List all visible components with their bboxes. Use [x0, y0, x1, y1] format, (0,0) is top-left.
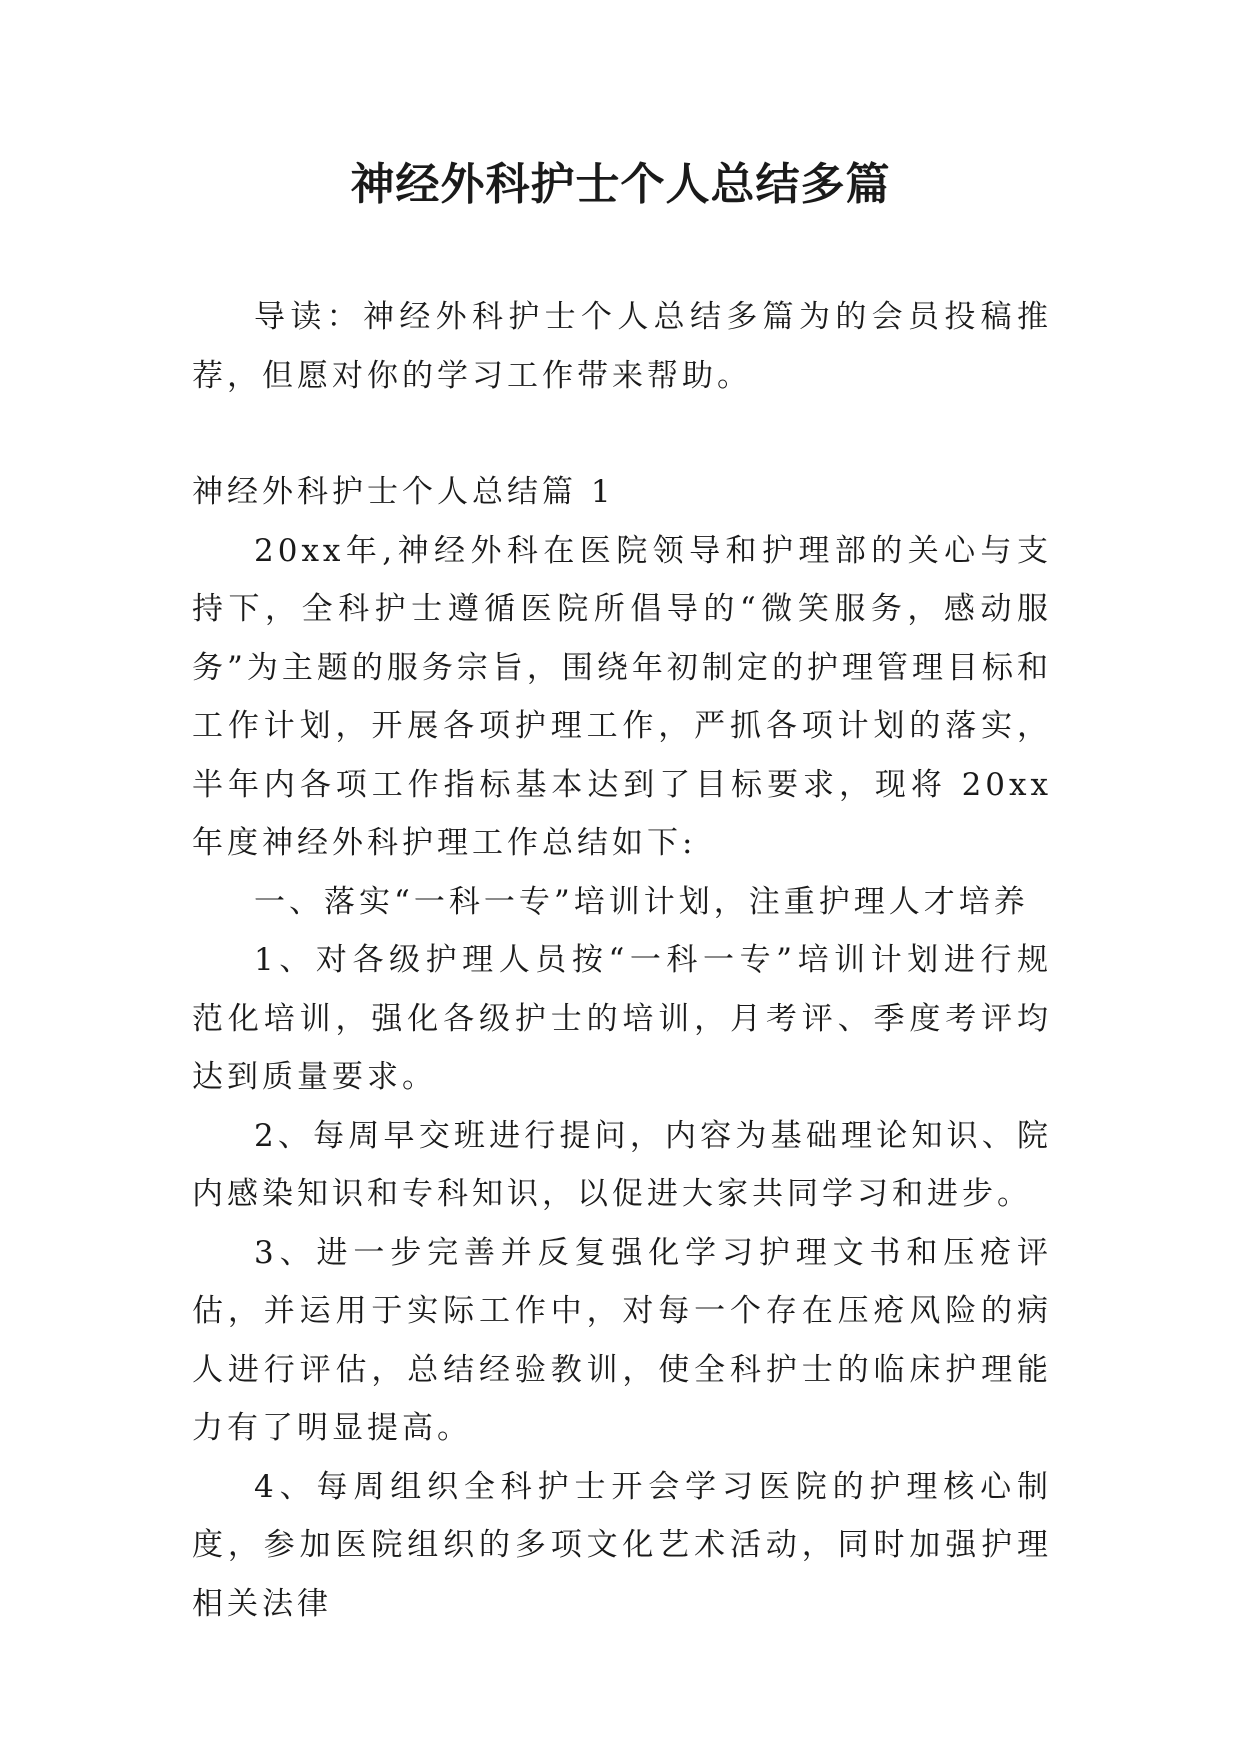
section-heading: 神经外科护士个人总结篇 1: [192, 474, 615, 510]
subsection-heading: 一、落实“一科一专”培训计划，注重护理人才培养: [254, 883, 1029, 920]
document-content: [192, 463, 1052, 1633]
body-paragraph: 1、对各级护理人员按“一科一专”培训计划进行规范化培训，强化各级护士的培训，月考评、季度考评均达到质量要求。: [192, 942, 1052, 1095]
document-title: 神经外科护士个人总结多篇: [350, 159, 891, 210]
body-paragraph: 2、每周早交班进行提问，内容为基础理论知识、院内感染知识和专科知识，以促进大家共同学习和进步。: [192, 1117, 1052, 1212]
body-paragraph: 3、进一步完善并反复强化学习护理文书和压疮评估，并运用于实际工作中，对每一个存在压疮风险的病人进行评估，总结经验教训，使全科护士的临床护理能力有了明显提高。: [192, 1234, 1052, 1446]
body-paragraph: 4、每周组织全科护士开会学习医院的护理核心制度，参加医院组织的多项文化艺术活动，同时加强护理相关法律: [192, 1468, 1052, 1622]
body-paragraph: 20xx年,神经外科在医院领导和护理部的关心与支持下，全科护士遵循医院所倡导的“微笑服务，感动服务”为主题的服务宗旨，围绕年初制定的护理管理目标和工作计划，开展各项护理工作，严抓各项计划的落实，半年内各项工作指标基本达到了目标要求，现将 20xx 年度神经外科护理工作总结如下:: [192, 532, 1052, 861]
intro-paragraph: 导读：神经外科护士个人总结多篇为的会员投稿推荐，但愿对你的学习工作带来帮助。: [192, 299, 1052, 394]
